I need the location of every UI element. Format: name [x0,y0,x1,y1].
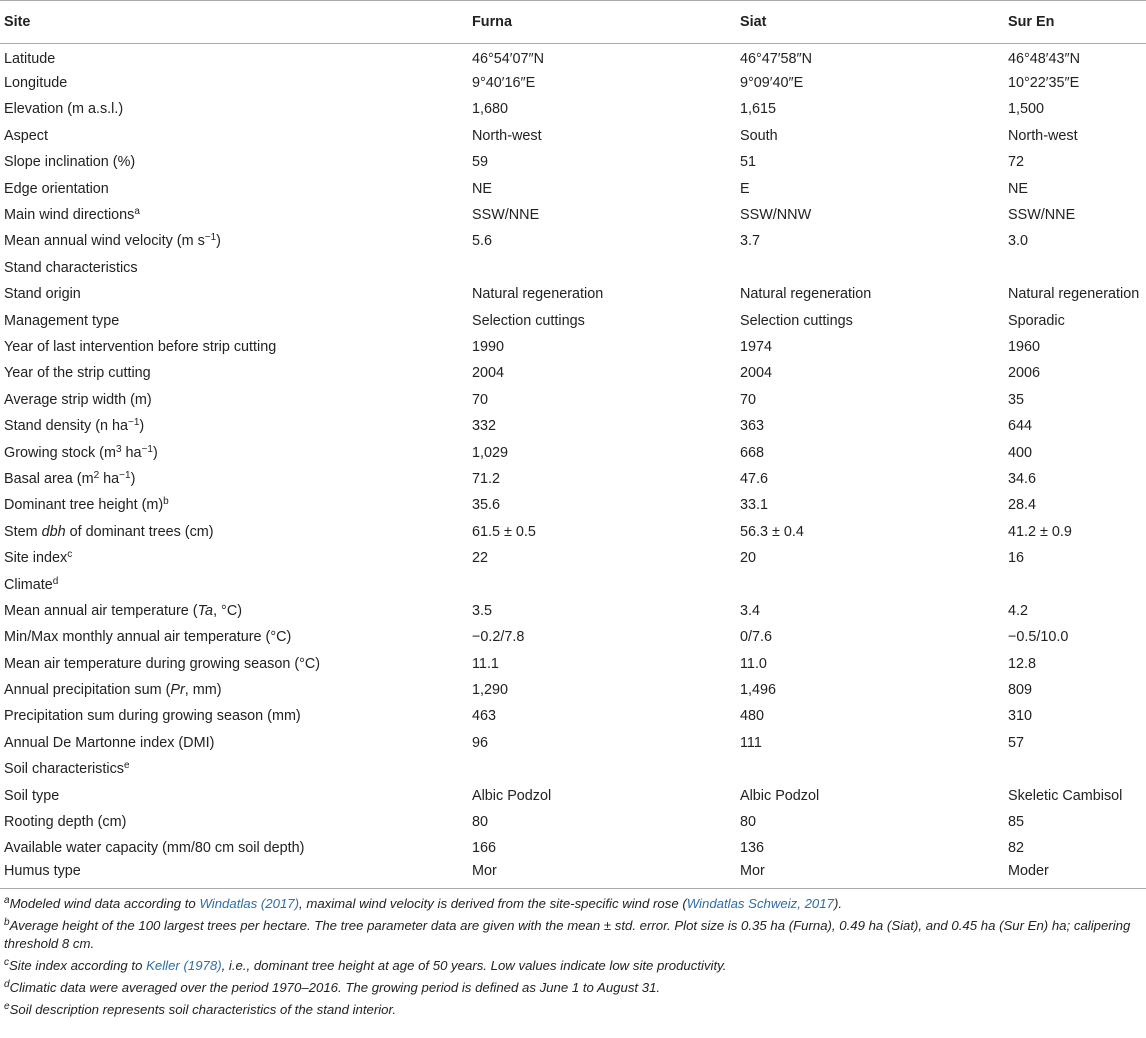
row-value: 80 [740,814,757,831]
table-row [0,360,1146,386]
row-value: 12.8 [1008,655,1037,672]
row-label-text: Slope inclination (%) [4,154,136,171]
row-label [0,730,468,756]
row-label-text: Latitude [4,50,56,67]
footnote-text: Site index according to [9,957,147,973]
footnote-mark: b [4,916,10,928]
row-value: 61.5 ± 0.5 [472,523,536,540]
row-value: 2004 [740,365,773,382]
row-value [736,756,1004,782]
row-label [0,677,468,703]
row-value: 3.0 [1008,233,1029,250]
row-label-text: Rooting depth (cm) [4,814,127,831]
footnote-text: ). [833,895,843,911]
row-label-text: Stand origin [4,286,81,303]
row-label-text: Humus type [4,862,81,879]
table-row [0,492,1146,518]
row-value: 1,029 [472,444,509,461]
row-label [0,782,468,808]
row-value: 111 [740,734,762,751]
row-label-italic: dbh [41,523,66,540]
row-label [0,492,468,518]
row-value: 46°54′07″N [472,50,544,67]
row-label [0,334,468,360]
row-value: NE [1008,180,1028,197]
row-value: 70 [472,391,489,408]
row-value [468,255,736,281]
table-row [0,598,1146,624]
footnote-mark: a [134,206,140,218]
row-label [0,96,468,122]
row-value: 72 [1008,154,1025,171]
footnote-mark: e [123,760,130,772]
row-value: 56.3 ± 0.4 [740,523,804,540]
row-value: 463 [472,708,497,725]
row-value: North-west [1008,127,1078,144]
row-value: 80 [472,814,489,831]
row-value: 57 [1008,734,1025,751]
row-value: 1,680 [472,101,509,118]
row-value: 4.2 [1008,602,1029,619]
table-row [0,70,1146,96]
row-label [0,281,468,307]
row-value: SSW/NNW [740,207,812,224]
row-label [0,862,468,888]
footnote [4,1001,1146,1019]
table-row [0,650,1146,676]
row-label-text: ) [130,470,136,487]
header-site: Site [4,14,31,30]
row-label [0,650,468,676]
row-label-text: Precipitation sum during growing season (mm) [4,708,301,725]
table-row [0,149,1146,175]
row-value: 35 [1008,391,1025,408]
footnote [4,895,1146,913]
row-value: 809 [1008,682,1033,699]
row-value: 644 [1008,418,1033,435]
row-value: 363 [740,418,765,435]
row-value: 1,500 [1008,101,1045,118]
row-label-text: , mm) [184,682,222,699]
row-label [0,255,468,281]
row-value: Selection cuttings [472,312,585,329]
citation-link[interactable]: Windatlas (2017) [199,895,300,911]
table-footnotes [0,889,1146,1019]
row-value: 33.1 [740,497,769,514]
row-value: 34.6 [1008,470,1037,487]
table-row [0,307,1146,333]
row-label-text: Soil characteristics [4,761,124,778]
row-value: 71.2 [472,470,501,487]
row-value [736,571,1004,597]
row-label-text: Aspect [4,127,48,144]
header-furna: Furna [472,14,512,30]
row-value: 70 [740,391,757,408]
table-header [0,1,1146,44]
row-value: 668 [740,444,765,461]
table-row [0,439,1146,465]
footnote-text: Soil description represents soil characteristics of the stand interior. [9,1001,397,1017]
table-row [0,862,1146,888]
row-value: 46°48′43″N [1008,50,1080,67]
row-label-text: Elevation (m a.s.l.) [4,101,124,118]
row-label-superscript: 2 [93,469,100,481]
row-label-text: Site index [4,550,68,567]
row-value: 10°22′35″E [1008,75,1080,92]
row-value: 16 [1008,550,1025,567]
row-label [0,835,468,861]
row-value [468,756,736,782]
row-label [0,360,468,386]
table-row [0,175,1146,201]
row-value: 59 [472,154,489,171]
row-value: 11.0 [740,655,767,672]
row-value: NE [472,180,492,197]
row-value: South [740,127,778,144]
row-value: Natural regeneration [472,286,604,303]
row-label-text: Basal area (m [4,470,94,487]
citation-link[interactable]: Keller (1978) [146,957,222,973]
row-value: 480 [740,708,765,725]
row-label-text: Min/Max monthly annual air temperature (°C) [4,629,292,646]
row-label-text: Management type [4,312,120,329]
row-label-text: Stand characteristics [4,259,138,276]
row-value: 28.4 [1008,497,1037,514]
footnote-text: , i.e., dominant tree height at age of 50 years. Low values indicate low site productivity. [221,957,727,973]
row-label-text: Year of the strip cutting [4,365,151,382]
row-label [0,175,468,201]
row-label [0,571,468,597]
row-label-italic: Ta [197,602,214,619]
table-body [0,44,1146,889]
footnote-mark: a [4,894,10,906]
row-value: Sporadic [1008,312,1065,329]
row-label [0,439,468,465]
footnote-mark: b [163,496,169,508]
header-sur-en: Sur En [1008,14,1055,30]
footnote-text: Climatic data were averaged over the period 1970–2016. The growing period is defined as June 1 to August 31. [9,979,661,995]
row-label [0,756,468,782]
row-label [0,228,468,254]
row-value: −0.5/10.0 [1008,629,1069,646]
row-value: 46°47′58″N [740,50,812,67]
table-row [0,782,1146,808]
row-value: 82 [1008,840,1025,857]
section-row [0,571,1146,597]
row-value: E [740,180,750,197]
row-label-text: Main wind directions [4,207,135,224]
citation-link[interactable]: Windatlas Schweiz, 2017 [686,895,834,911]
row-value: 51 [740,154,757,171]
table-row [0,677,1146,703]
row-value: Albic Podzol [472,787,552,804]
row-value: 96 [472,734,489,751]
row-value: 3.7 [740,233,761,250]
row-value: 41.2 ± 0.9 [1008,523,1072,540]
footnote [4,917,1146,953]
row-value: Mor [740,862,765,879]
section-row [0,255,1146,281]
row-value: 35.6 [472,497,501,514]
row-value: 0/7.6 [740,629,773,646]
table-row [0,228,1146,254]
header-siat: Siat [740,14,767,30]
row-value: 1,290 [472,682,509,699]
row-label [0,624,468,650]
row-label [0,44,468,70]
row-value: 136 [740,840,765,857]
row-label-text: Mean air temperature during growing season (°C) [4,655,321,672]
row-label-superscript: −1 [119,469,131,481]
table-row [0,835,1146,861]
table-row [0,545,1146,571]
row-value: 310 [1008,708,1033,725]
row-label-superscript: −1 [204,232,217,244]
row-label-text: Dominant tree height (m) [4,497,164,514]
table-row [0,281,1146,307]
row-value: Selection cuttings [740,312,853,329]
table-row [0,624,1146,650]
row-label [0,413,468,439]
footnote [4,957,1146,975]
row-label-text: Mean annual air temperature ( [4,602,198,619]
row-value: 85 [1008,814,1025,831]
row-label-superscript: −1 [141,443,153,455]
row-value: 1,496 [740,682,777,699]
row-label-text: Stand density (n ha [4,418,128,435]
row-value: 9°40′16″E [472,75,536,92]
footnote-mark: e [4,1000,10,1012]
table-row [0,123,1146,149]
row-value: 5.6 [472,233,493,250]
table-row [0,703,1146,729]
row-value: 22 [472,550,489,567]
row-value: 3.5 [472,602,493,619]
row-label-text: ) [139,418,145,435]
row-value: 1990 [472,338,505,355]
row-label [0,703,468,729]
row-value: 11.1 [472,655,499,672]
row-label-text: Soil type [4,787,60,804]
row-label-text: ha [99,470,120,487]
table-row [0,334,1146,360]
table-row [0,519,1146,545]
row-value: 1960 [1008,338,1041,355]
row-value: North-west [472,127,542,144]
row-value: 166 [472,840,497,857]
row-value: 47.6 [740,470,769,487]
row-label-text: ) [152,444,158,461]
row-label [0,545,468,571]
row-label [0,202,468,228]
row-value: 1974 [740,338,773,355]
row-value: 3.4 [740,602,761,619]
row-label-text: Longitude [4,75,68,92]
row-label-text: Stem [4,523,42,540]
row-label [0,519,468,545]
row-label-text: Mean annual wind velocity (m s [4,233,205,250]
row-value: Moder [1008,862,1049,879]
table-row [0,202,1146,228]
row-label-text: Available water capacity (mm/80 cm soil depth) [4,840,305,857]
row-label-text: Climate [4,576,53,593]
row-label-text: Year of last intervention before strip cutting [4,338,277,355]
row-value: 2006 [1008,365,1041,382]
table-row [0,96,1146,122]
table-row [0,809,1146,835]
row-label-text: ha [121,444,142,461]
table-row [0,730,1146,756]
row-value: 1,615 [740,101,777,118]
row-value: Natural regeneration [740,286,872,303]
row-label-text: , °C) [213,602,242,619]
row-value: 2004 [472,365,505,382]
row-label [0,387,468,413]
row-label [0,809,468,835]
row-value: 332 [472,418,497,435]
table-row [0,466,1146,492]
footnote [4,979,1146,997]
footnote-text: Average height of the 100 largest trees per hectare. The tree parameter data are given with the mean ± std. error. Plot size is 0.35 ha (Furna), 0.49 ha (Siat), and 0.45 ha (Sur En) ha; calipering threshold 8 cm. [4,917,1131,951]
row-label [0,307,468,333]
footnote-mark: d [52,575,59,587]
row-label-text: Growing stock (m [4,444,116,461]
table-row [0,413,1146,439]
row-label-text: ) [216,233,221,250]
header-row [0,1,1146,44]
row-value: 9°09′40″E [740,75,804,92]
row-label-text: Annual De Martonne index (DMI) [4,734,215,751]
row-label [0,70,468,96]
row-value: 20 [740,550,757,567]
table-row [0,387,1146,413]
row-value: −0.2/7.8 [472,629,525,646]
footnote-mark: c [4,956,9,968]
row-value: Natural regeneration [1008,286,1140,303]
row-label [0,466,468,492]
row-value: Mor [472,862,497,879]
row-label-text: of dominant trees (cm) [65,523,214,540]
footnote-mark: d [4,978,10,990]
table-row [0,44,1146,70]
row-value [1004,756,1146,782]
row-label-text: Average strip width (m) [4,391,152,408]
row-label [0,149,468,175]
row-label-italic: Pr [170,682,185,699]
row-value [736,255,1004,281]
row-value: SSW/NNE [1008,207,1076,224]
row-value: Skeletic Cambisol [1008,787,1123,804]
row-value [468,571,736,597]
row-label [0,123,468,149]
row-label-text: Edge orientation [4,180,109,197]
row-value: Albic Podzol [740,787,820,804]
section-row [0,756,1146,782]
footnote-text: , maximal wind velocity is derived from the site-specific wind rose ( [299,895,687,911]
footnote-mark: c [67,549,73,561]
row-label-superscript: −1 [128,417,140,429]
row-value [1004,255,1146,281]
row-label-superscript: 3 [115,443,122,455]
row-label [0,598,468,624]
row-value: 400 [1008,444,1033,461]
row-value [1004,571,1146,597]
row-label-text: Annual precipitation sum ( [4,682,171,699]
row-value: SSW/NNE [472,207,540,224]
footnote-text: Modeled wind data according to [9,895,200,911]
